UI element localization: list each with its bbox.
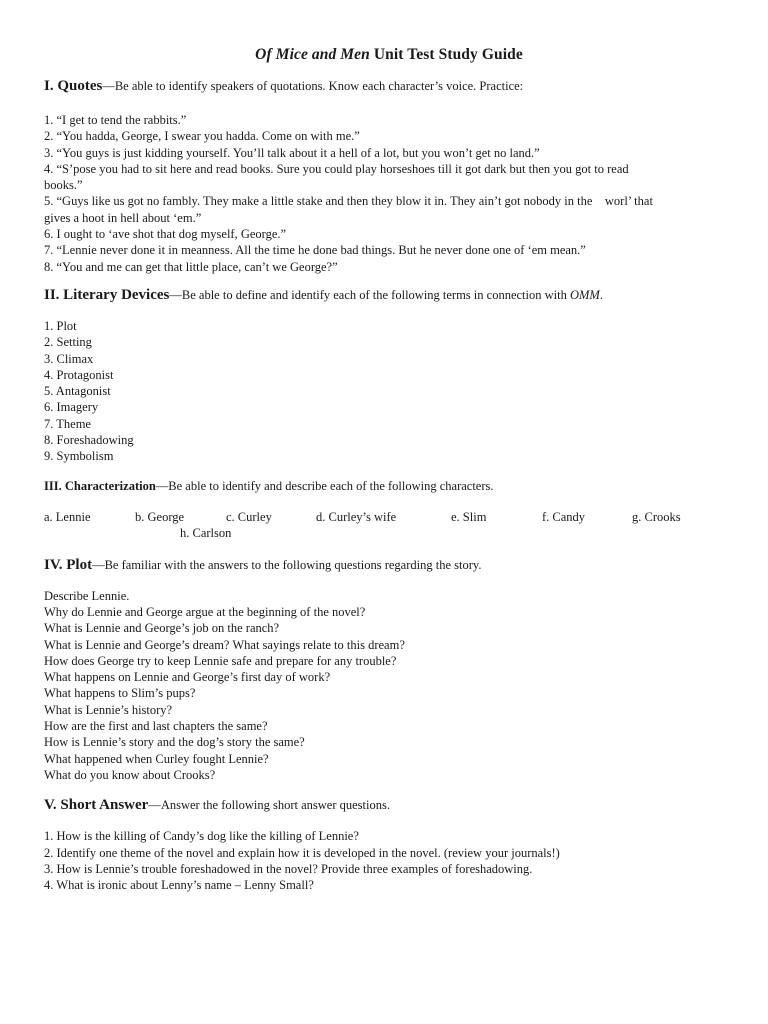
device-item: 4. Protagonist: [44, 367, 114, 382]
plot-question: What is Lennie and George’s job on the ranch?: [44, 621, 280, 636]
quote-item: 8. “You and me can get that little place, can’t we George?”: [44, 259, 338, 274]
quote-item-continued: gives a hoot in hell about ‘em.”: [44, 210, 202, 225]
characters-section-header: [44, 478, 734, 495]
plot-question: What happened when Curley fought Lennie?: [44, 751, 269, 766]
quote-item: 1. “I get to tend the rabbits.”: [44, 113, 187, 127]
plot-question: What happens to Slim’s pups?: [44, 686, 196, 701]
device-item: 2. Setting: [44, 335, 92, 350]
device-item: 6. Imagery: [44, 400, 99, 415]
devices-description-emphasis: OMM: [569, 287, 600, 302]
character-item: f. Candy: [542, 509, 586, 524]
device-item: 1. Plot: [44, 318, 77, 333]
character-item: h. Carlson: [180, 525, 232, 540]
device-item: 8. Foreshadowing: [44, 433, 134, 448]
characters-description: —Be able to identify and describe each of the following characters.: [155, 478, 494, 493]
devices-list: [44, 318, 734, 465]
short-answer-question: 3. How is Lennie’s trouble foreshadowed in the novel? Provide three examples of foreshadowing.: [44, 861, 533, 876]
plot-description: —Be familiar with the answers to the following questions regarding the story.: [92, 557, 482, 572]
study-guide-page: [44, 46, 734, 893]
plot-section-header: [44, 557, 734, 574]
devices-section-header: [44, 287, 734, 304]
plot-question: Why do Lennie and George argue at the beginning of the novel?: [44, 604, 366, 619]
plot-question: What happens on Lennie and George’s first day of work?: [44, 670, 331, 685]
plot-question: What do you know about Crooks?: [44, 767, 216, 782]
plot-questions-list: [44, 588, 734, 784]
short-answer-description: —Answer the following short answer questions.: [148, 798, 390, 813]
plot-heading: IV. Plot: [44, 556, 93, 573]
character-item: g. Crooks: [632, 509, 681, 524]
quote-item: 2. “You hadda, George, I swear you hadda. Come on with me.”: [44, 129, 360, 144]
short-answer-list: [44, 828, 734, 893]
character-item: d. Curley’s wife: [316, 509, 397, 524]
quote-item: 6. I ought to ‘ave shot that dog myself, George.”: [44, 227, 287, 242]
quote-item: 5. “Guys like us got no fambly. They make a little stake and then they blow it in. They ain’t got nobody in the worl’ that: [44, 194, 653, 209]
device-item: 3. Climax: [44, 351, 94, 366]
character-item: c. Curley: [226, 509, 272, 524]
character-item: a. Lennie: [44, 509, 91, 524]
characters-list: [44, 509, 734, 543]
plot-question: How are the first and last chapters the same?: [44, 719, 268, 734]
plot-question: What is Lennie and George’s dream? What sayings relate to this dream?: [44, 637, 405, 652]
short-answer-section-header: [44, 797, 734, 814]
quote-item: 7. “Lennie never done it in meanness. All the time he done bad things. But he never done one of ‘em mean.”: [44, 243, 586, 258]
character-item: e. Slim: [451, 509, 487, 524]
short-answer-heading: V. Short Answer: [44, 797, 149, 814]
short-answer-question: 4. What is ironic about Lenny’s name – Lenny Small?: [44, 878, 314, 893]
title-book-name: Of Mice and Men: [255, 46, 370, 63]
devices-heading: II. Literary Devices: [44, 286, 170, 303]
quotes-description: —Be able to identify speakers of quotations. Know each character’s voice. Practice:: [102, 79, 524, 93]
characters-heading: III. Characterization: [44, 478, 156, 493]
devices-description-end: .: [599, 287, 603, 302]
plot-question: How does George try to keep Lennie safe and prepare for any trouble?: [44, 653, 397, 668]
plot-question: What is Lennie’s history?: [44, 702, 173, 717]
device-item: 5. Antagonist: [44, 384, 111, 399]
quotes-heading: I. Quotes: [44, 78, 103, 94]
plot-question: How is Lennie’s story and the dog’s story the same?: [44, 735, 305, 750]
quote-item: 4. “S’pose you had to sit here and read books. Sure you could play horseshoes till it got dark but then you got to read: [44, 161, 629, 176]
character-item: b. George: [135, 509, 185, 524]
device-item: 7. Theme: [44, 416, 91, 431]
device-item: 9. Symbolism: [44, 449, 114, 464]
plot-question: Describe Lennie.: [44, 588, 130, 603]
quotes-section-header: [44, 78, 734, 95]
devices-description: —Be able to define and identify each of the following terms in connection with: [169, 287, 570, 302]
page-title: [44, 46, 734, 64]
quote-item-continued: books.”: [44, 178, 83, 193]
title-rest: Unit Test Study Guide: [369, 46, 523, 63]
quotes-list: [44, 112, 734, 275]
short-answer-question: 2. Identify one theme of the novel and explain how it is developed in the novel. (review your journals!): [44, 845, 560, 860]
short-answer-question: 1. How is the killing of Candy’s dog like the killing of Lennie?: [44, 829, 359, 844]
quote-item: 3. “You guys is just kidding yourself. You’ll talk about it a hell of a lot, but you won’t get no land.”: [44, 145, 540, 160]
